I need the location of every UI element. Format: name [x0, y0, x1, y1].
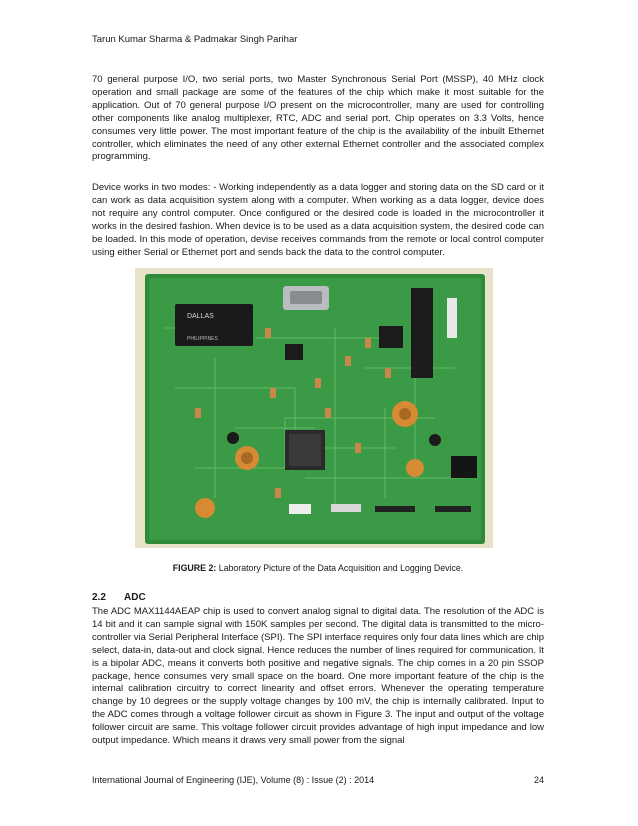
figure-caption [92, 563, 544, 573]
figure-circuit-board-photo [135, 268, 493, 548]
page-number: 24 [533, 775, 544, 785]
figure-label: FIGURE 2: [172, 563, 217, 573]
page-footer [92, 775, 544, 785]
section-number: 2.2 [92, 592, 106, 603]
running-header: Tarun Kumar Sharma & Padmakar Singh Parihar [92, 34, 298, 45]
paragraph-device-modes: Device works in two modes: - Working independently as a data logger and storing data on the SD card or it can work as data acquisition system along with a computer. When working as a data logger, device does not require any control computer. Once configured or the desired code is loaded in the microcontroller it works in the desired fashion. When device is to be used as a data acquisition system, the desired code can be loaded. In this mode of operation, devise receives commands from the remote or local control computer using either Serial or Ethernet port and sends back the data to the control computer. [92, 182, 544, 258]
paragraph-microcontroller: 70 general purpose I/O, two serial ports, two Master Synchronous Serial Port (MSSP), 40 MHz clock operation and small package are some of the features of the chip which make it most suitable for the application. Out of 70 general purpose I/O present on the microcontroller, many are used for controlling other components like analog multiplexer, RTC, ADC and serial port. Chip operates on 3.3 Volts, hence consumes very little power. The most important feature of the chip is the availability of the inbuilt Ethernet controller, which eliminates the need of any other external Ethernet controller and the associated complex programming. [92, 74, 544, 163]
section-heading [92, 592, 146, 603]
figure-caption-text: Laboratory Picture of the Data Acquisition and Logging Device. [216, 563, 464, 573]
chip-label-philippines: PHILIPPINES [187, 336, 218, 342]
paragraph-adc: The ADC MAX1144AEAP chip is used to convert analog signal to digital data. The resolution of the ADC is 14 bit and it can sample signal with 150K samples per second. The digital data is transmitted to the micro-controller via Serial Peripheral Interface (SPI). The SPI interface requires only four data lines which are chip select, data-in, data-out and clock signal. Hence reduces the number of lines required for communication. It is a bipolar ADC, means it converts both positive and negative signals. The chip comes in a 20 pin SSOP package, hence consumes very small space on the board. One more important feature of the chip is the internal calibration circuitry to correct linearity and offset errors. Whenever the operating temperature change by 10 degrees or the supply voltage changes by 100 mV, the chip is internally calibrated. Input to the ADC comes through a voltage follower circuit as shown in Figure 3. The input and output of the voltage follower circuit are same. This voltage follower circuit provides advantage of high input impedance and low output impedance. Which means it draws very small power from the signal [92, 606, 544, 747]
chip-label-dallas: DALLAS [187, 313, 214, 320]
circuit-board-illustration [135, 268, 493, 548]
section-title: ADC [124, 592, 146, 603]
footer-journal: International Journal of Engineering (IJE), Volume (8) : Issue (2) : 2014 [92, 775, 375, 785]
